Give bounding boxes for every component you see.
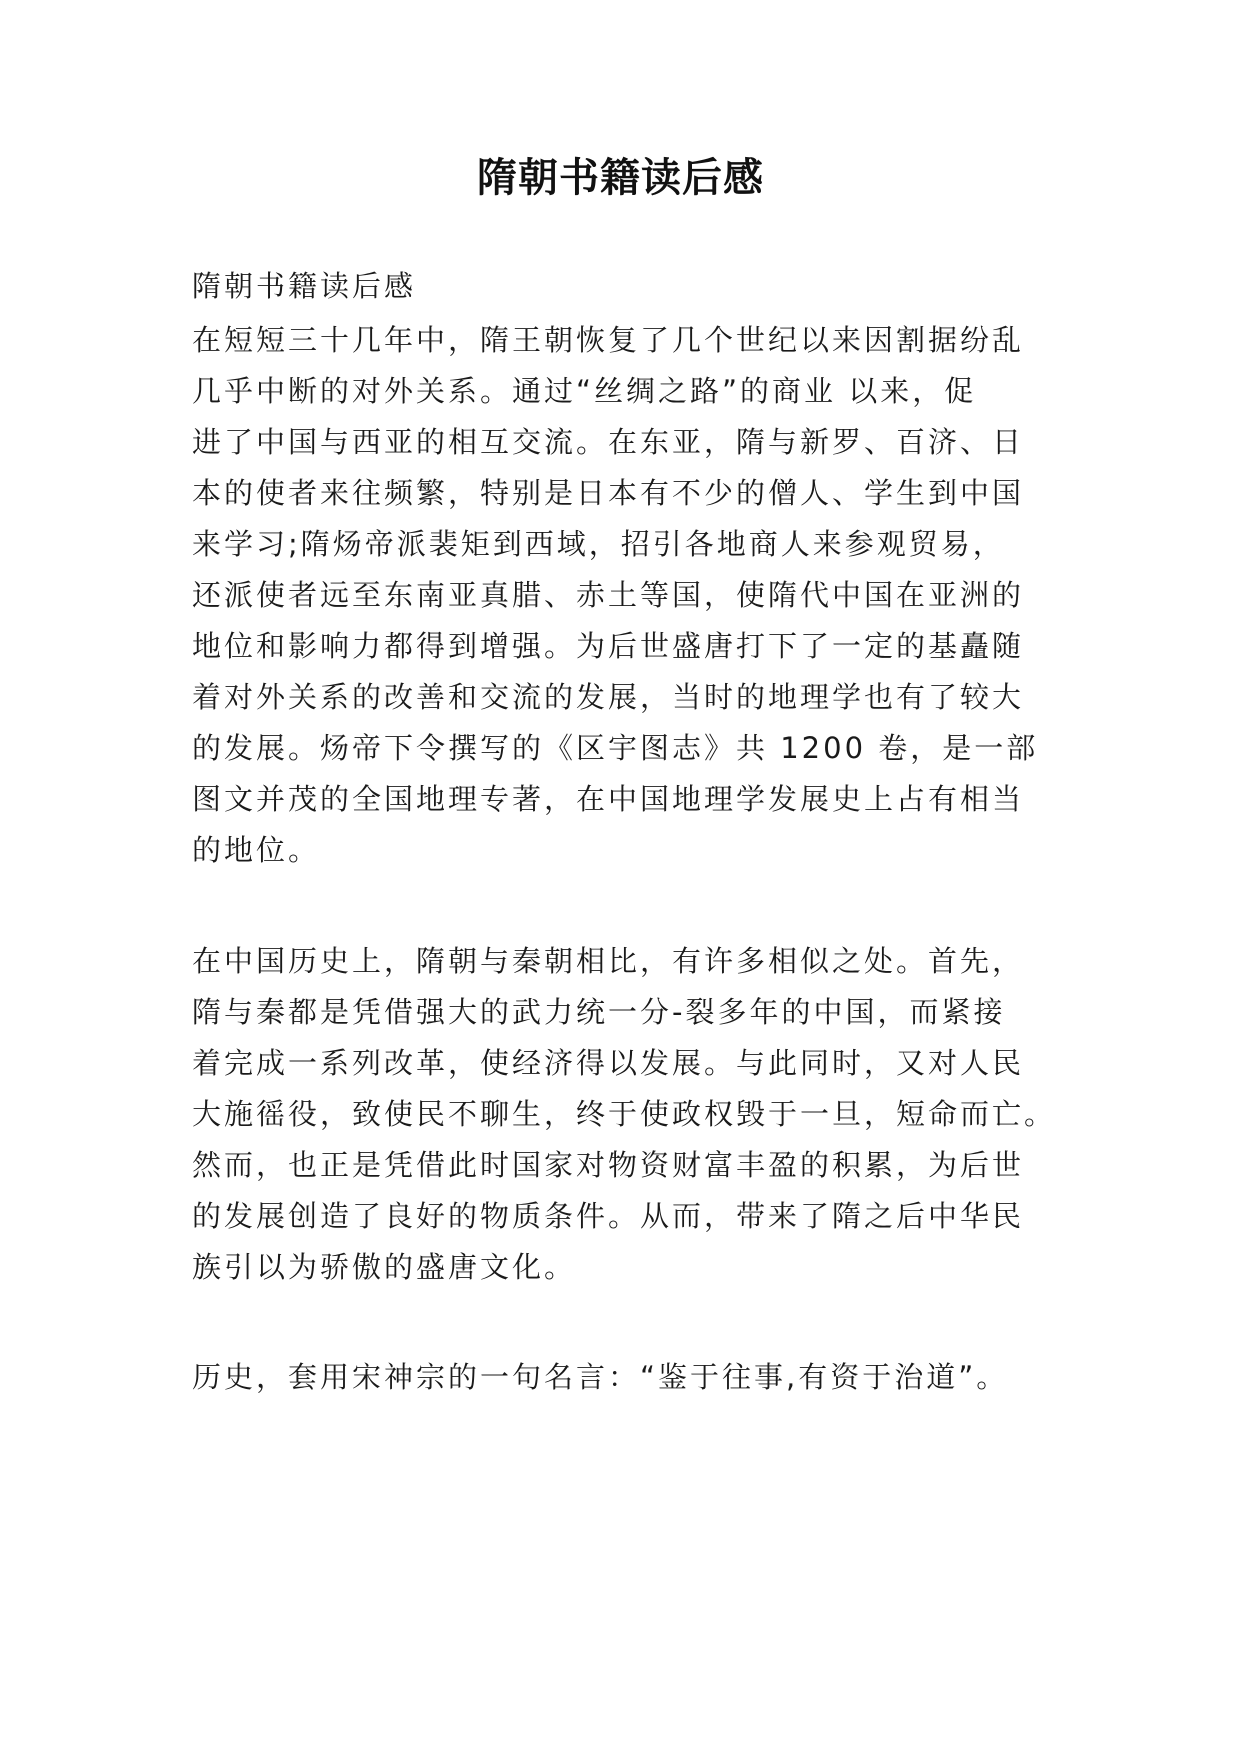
- document-title: 隋朝书籍读后感: [477, 155, 764, 201]
- text-line: 图文并茂的全国地理专著，在中国地理学发展史上占有相当: [192, 782, 1025, 816]
- text-line: 本的使者来往频繁，特别是日本有不少的僧人、学生到中国: [192, 476, 1025, 510]
- text-line: 进了中国与西亚的相互交流。在东亚，隋与新罗、百济、日: [192, 425, 1025, 459]
- text-line: 地位和影响力都得到增强。为后世盛唐打下了一定的基矗随: [192, 629, 1025, 663]
- text-line: 的发展创造了良好的物质条件。从而，带来了隋之后中华民: [192, 1199, 1025, 1233]
- text-line: 的地位。: [192, 833, 321, 867]
- text-line: 大施徭役，致使民不聊生，终于使政权毁于一旦，短命而亡。: [192, 1097, 1057, 1131]
- text-line: 还派使者远至东南亚真腊、赤土等国，使隋代中国在亚洲的: [192, 578, 1025, 612]
- text-line: 历史，套用宋神宗的一句名言：“鉴于往事,有资于治道”。: [192, 1360, 1009, 1394]
- subtitle-line: 隋朝书籍读后感: [192, 269, 417, 303]
- text-line: 的发展。炀帝下令撰写的《区宇图志》共 1200 卷，是一部: [192, 731, 1039, 765]
- text-line: 隋与秦都是凭借强大的武力统一分-裂多年的中国，而紧接: [192, 995, 1006, 1029]
- text-line: 族引以为骄傲的盛唐文化。: [192, 1250, 577, 1284]
- text-line: 然而，也正是凭借此时国家对物资财富丰盈的积累，为后世: [192, 1148, 1025, 1182]
- text-line: 几乎中断的对外关系。通过“丝绸之路”的商业 以来，促: [192, 374, 977, 408]
- text-line: 来学习;隋炀帝派裴矩到西域，招引各地商人来参观贸易，: [192, 527, 1005, 561]
- text-line: 着对外关系的改善和交流的发展，当时的地理学也有了较大: [192, 680, 1025, 714]
- text-line: 在短短三十几年中，隋王朝恢复了几个世纪以来因割据纷乱: [192, 323, 1025, 357]
- text-line: 在中国历史上，隋朝与秦朝相比，有许多相似之处。首先，: [192, 944, 1025, 978]
- text-line: 着完成一系列改革，使经济得以发展。与此同时，又对人民: [192, 1046, 1025, 1080]
